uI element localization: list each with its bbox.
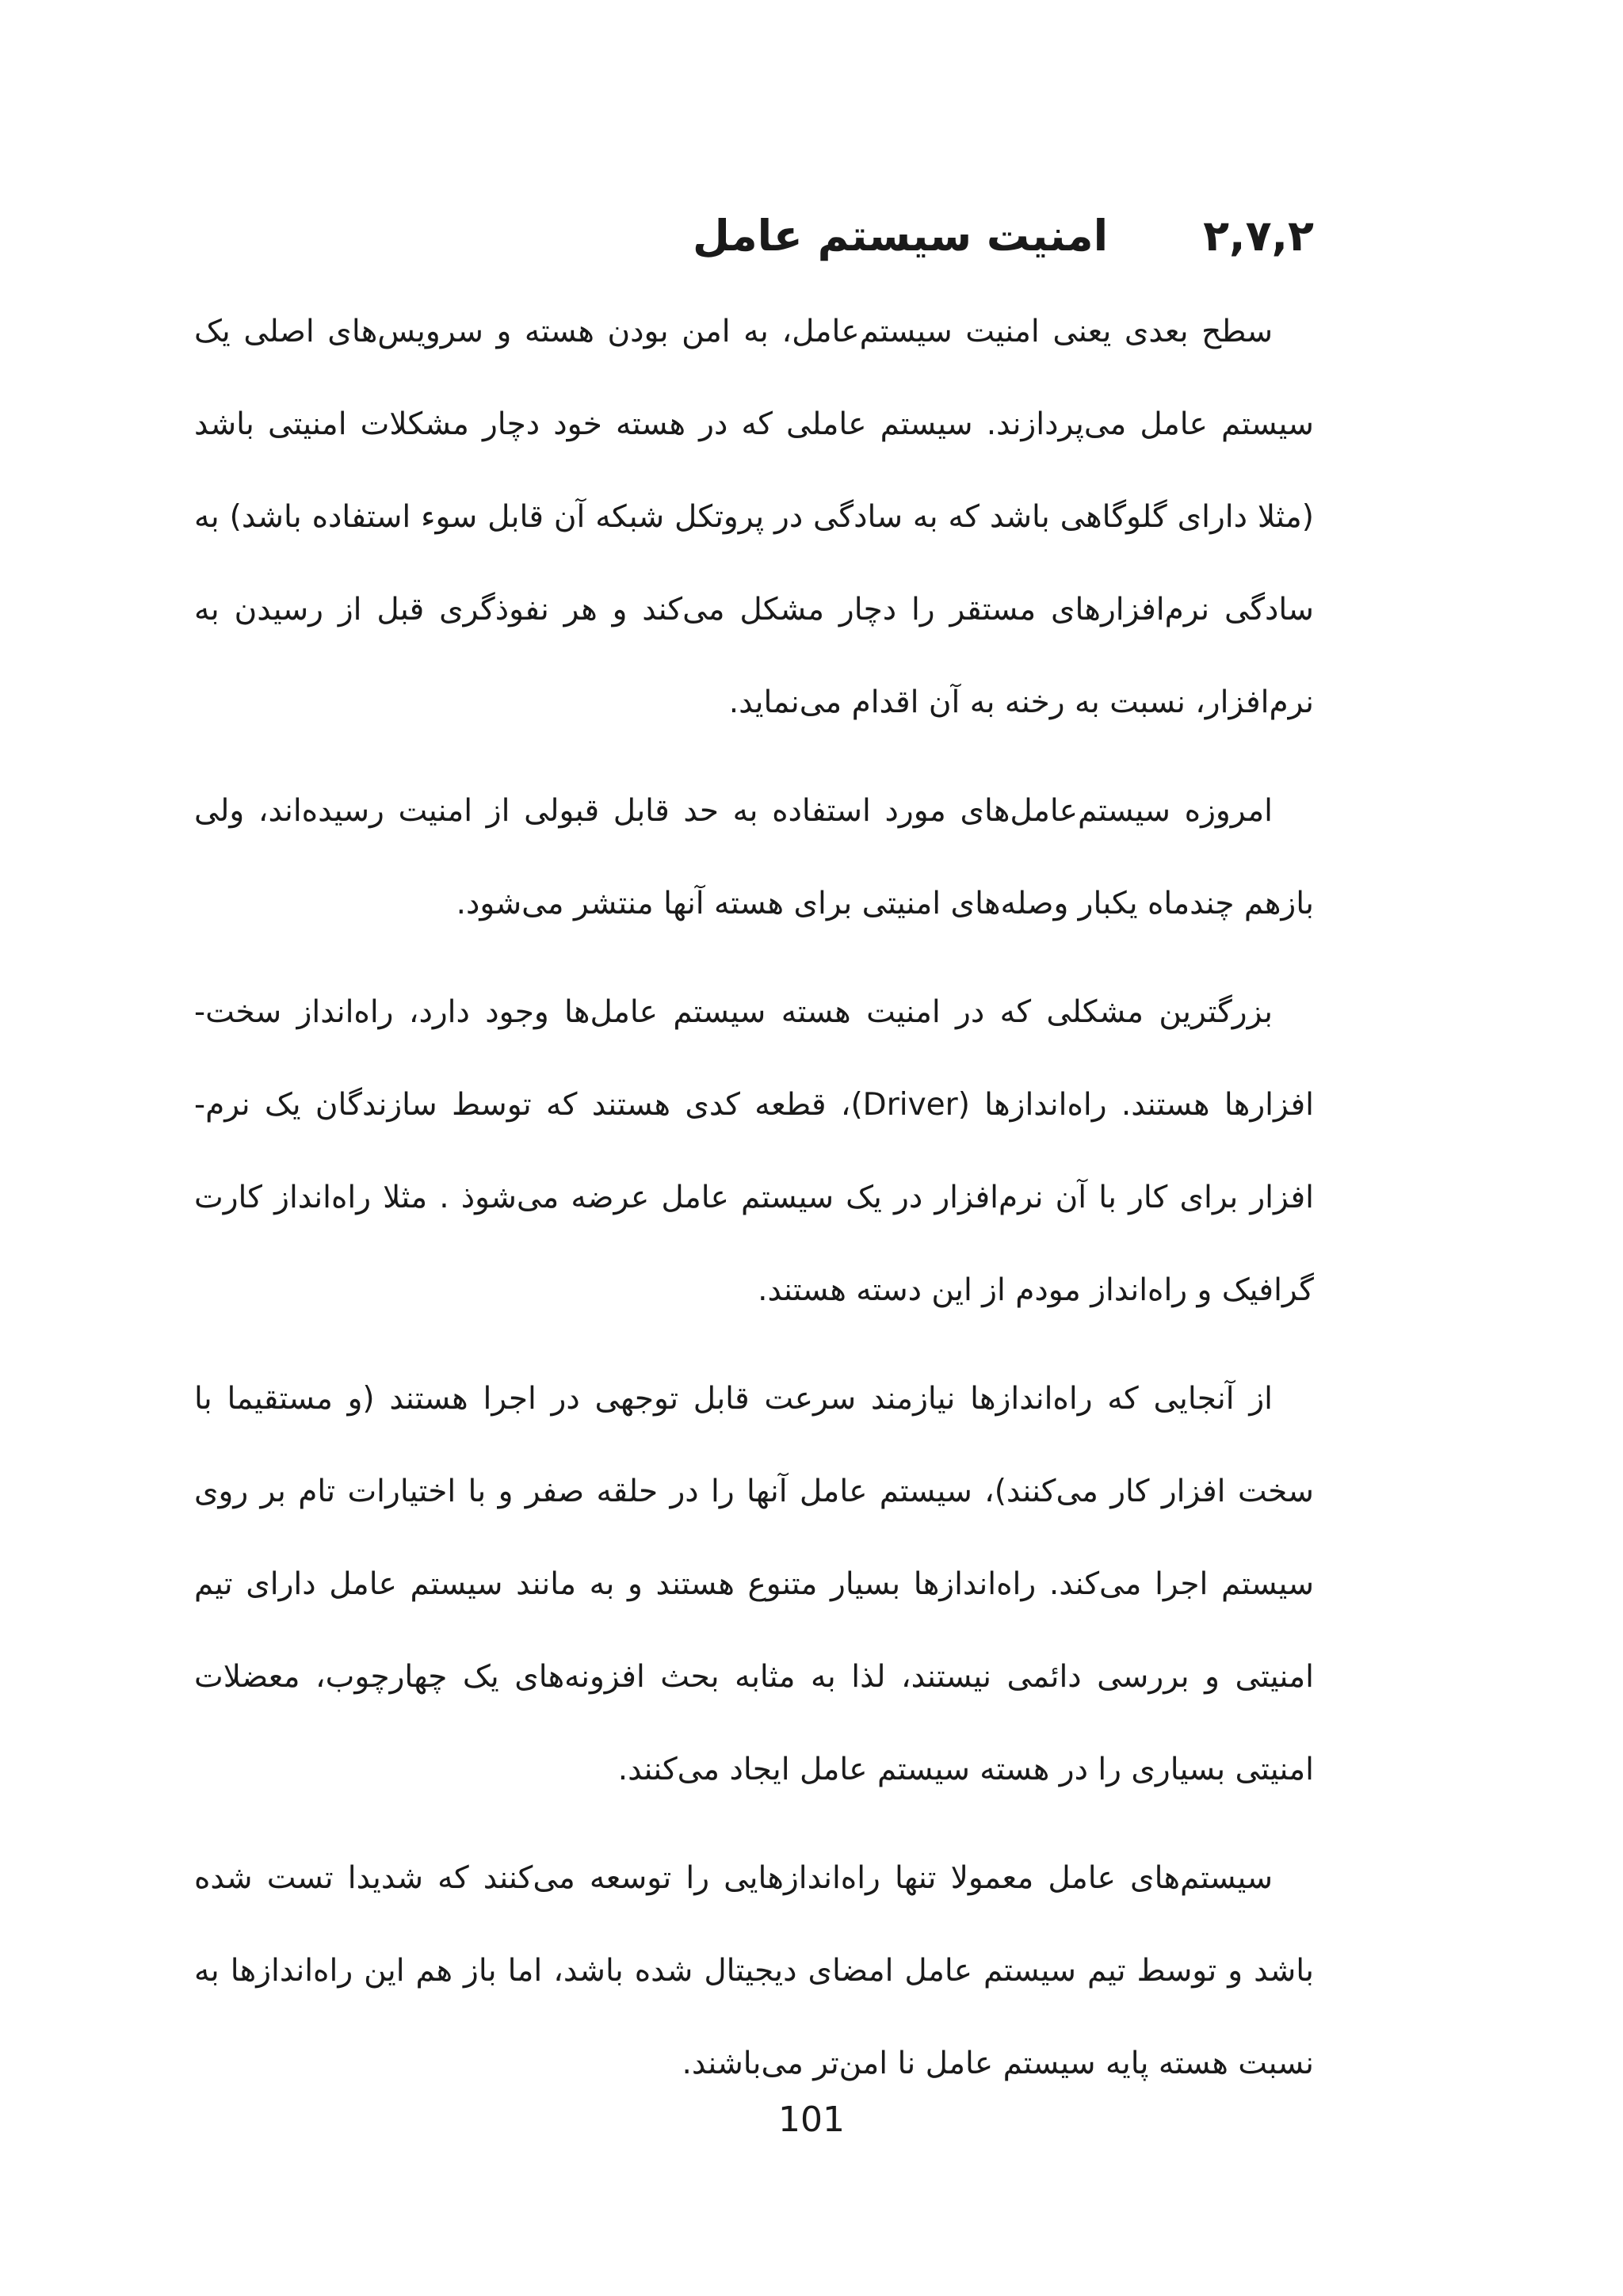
paragraph: سیستم‌های عامل معمولا تنها راه‌اندازهایی را توسعه می‌کنند که شدیدا تست شده باشد و توسط تیم سیستم عامل امضای دیجیتال شده باشد، اما باز هم این راه‌اندازها به نسبت هسته پایه سیستم عامل نا امن‌تر می‌باشند. [194,1860,1314,2081]
section-number: ۲,۷,۲ [1203,210,1314,261]
paragraph: امروزه سیستم‌عامل‌های مورد استفاده به حد قابل قبولی از امنیت رسیده‌اند، ولی بازهم چندماه یکبار وصله‌های امنیتی برای هسته آنها منتشر می‌شود. [194,793,1314,921]
body-text [194,285,1314,2126]
section-title: امنیت سیستم عامل [693,210,1109,261]
paragraph: بزرگترین مشکلی که در امنیت هسته سیستم عامل‌ها وجود دارد، راه‌انداز سخت-افزارها هستند. راه‌اندازها (Driver)، قطعه کدی هستند که توسط سازندگان یک نرم-افزار برای کار با آن نرم‌افزار در یک سیستم عامل عرضه می‌شوذ . مثلا راه‌انداز کارت گرافیک و راه‌انداز مودم از این دسته هستند. [194,994,1314,1308]
paragraph: سطح بعدی یعنی امنیت سیستم‌عامل، به امن بودن هسته و سرویس‌های اصلی یک سیستم عامل می‌پردازند. سیستم عاملی که در هسته خود دچار مشکلات امنیتی باشد (مثلا دارای گلوگاهی باشد که به سادگی در پروتکل شبکه آن قابل سوء استفاده باشد) به سادگی نرم‌افزارهای مستقر را دچار مشکل می‌کند و هر نفوذگری قبل از رسیدن به نرم‌افزار، نسبت به رخنه به آن اقدام می‌نماید. [194,314,1314,720]
page-number: 101 [778,2100,845,2140]
paragraph: از آنجایی که راه‌اندازها نیازمند سرعت قابل توجهی در اجرا هستند (و مستقیما با سخت افزار کار می‌کنند)، سیستم عامل آنها را در حلقه صفر و با اختیارات تام بر روی سیستم اجرا می‌کند. راه‌اندازها بسیار متنوع هستند و به مانند سیستم عامل دارای تیم امنیتی و بررسی دائمی نیستند، لذا به مثابه بحث افزونه‌های یک چهارچوب، معضلات امنیتی بسیاری را در هسته سیستم عامل ایجاد می‌کنند. [194,1381,1314,1787]
section-heading [309,200,1314,271]
